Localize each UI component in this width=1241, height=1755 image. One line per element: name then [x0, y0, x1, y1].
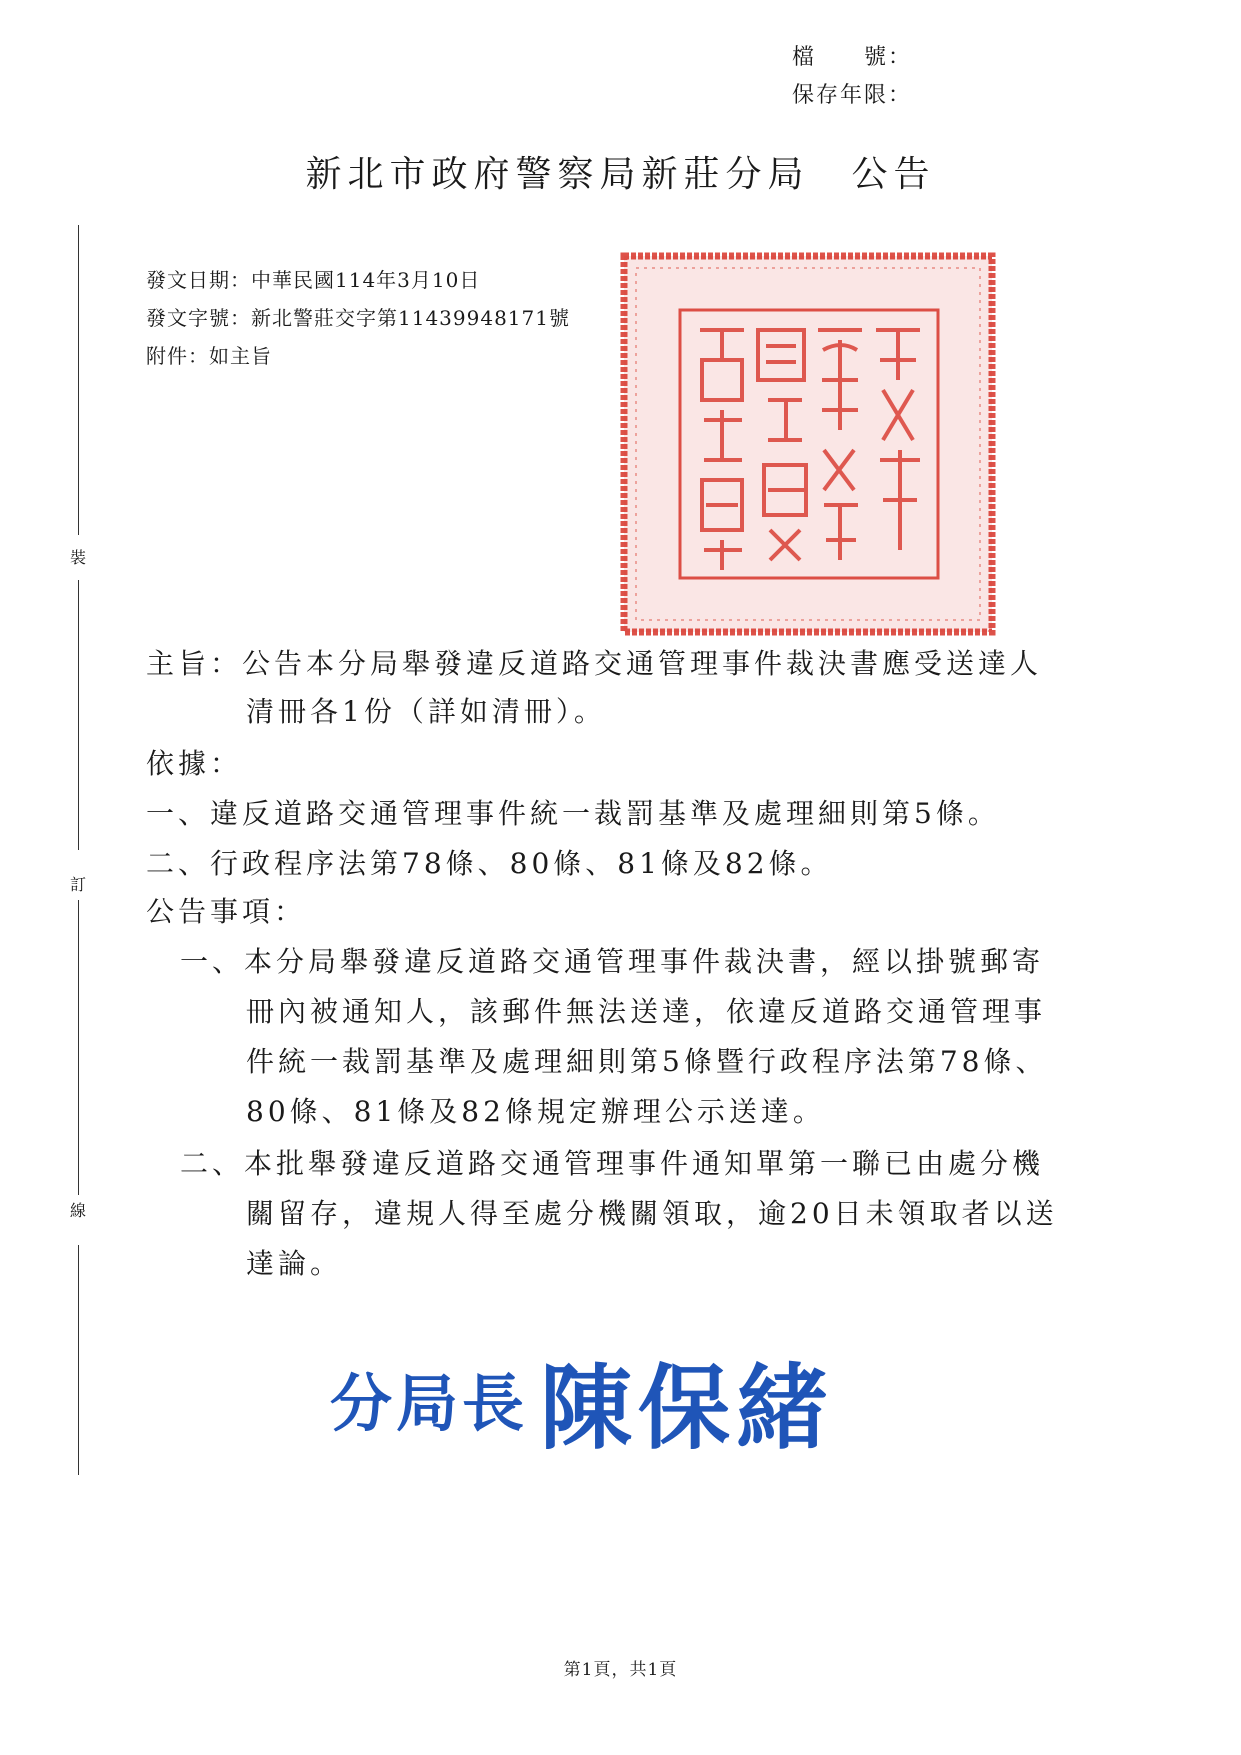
notice-item-line: 80條、81條及82條規定辦理公示送達。 [246, 1095, 825, 1128]
attachment: 附件：如主旨 [146, 344, 272, 368]
binding-line [78, 580, 79, 850]
page-title: 新北市政府警察局新莊分局 公告 [305, 154, 936, 195]
binding-line [78, 900, 79, 1195]
basis-heading: 依據： [146, 747, 243, 780]
subject-line: 主旨：公告本分局舉發違反道路交通管理事件裁決書應受送達人 [146, 647, 1043, 680]
notice-item-line: 關留存，違規人得至處分機關領取，逾20日未領取者以送 [246, 1197, 1058, 1230]
notice-item-line: 冊內被通知人，該郵件無法送達，依違反道路交通管理事 [246, 995, 1047, 1028]
basis-item: 一、違反道路交通管理事件統一裁罰基準及處理細則第5條。 [146, 797, 1000, 830]
issue-date: 發文日期：中華民國114年3月10日 [146, 268, 481, 292]
signature-title: 分局長 [330, 1367, 529, 1440]
subject-line: 清冊各1份（詳如清冊）。 [246, 695, 606, 728]
notice-heading: 公告事項： [146, 895, 307, 928]
page-number: 第1頁，共1頁 [563, 1660, 678, 1680]
official-seal [618, 250, 998, 638]
notice-item-line: 二、本批舉發違反道路交通管理事件通知單第一聯已由處分機 [180, 1147, 1045, 1180]
binding-mark-ding: 訂 [70, 872, 86, 895]
binding-mark-xian: 線 [70, 1198, 86, 1221]
notice-item-line: 一、本分局舉發違反道路交通管理事件裁決書，經以掛號郵寄 [180, 945, 1045, 978]
retention-period-field: 保存年限： [792, 83, 913, 108]
signature-name: 陳保緒 [540, 1355, 835, 1462]
binding-mark-zhuang: 裝 [70, 545, 86, 568]
notice-item-line: 達論。 [246, 1247, 343, 1280]
notice-item-line: 件統一裁罰基準及處理細則第5條暨行政程序法第78條、 [246, 1045, 1048, 1078]
archive-number-field: 檔 號： [792, 45, 913, 70]
binding-line [78, 1245, 79, 1475]
signature-stamp [330, 1330, 890, 1490]
binding-line [78, 225, 79, 535]
document-number: 發文字號：新北警莊交字第11439948171號 [146, 306, 570, 330]
basis-item: 二、行政程序法第78條、80條、81條及82條。 [146, 847, 833, 880]
